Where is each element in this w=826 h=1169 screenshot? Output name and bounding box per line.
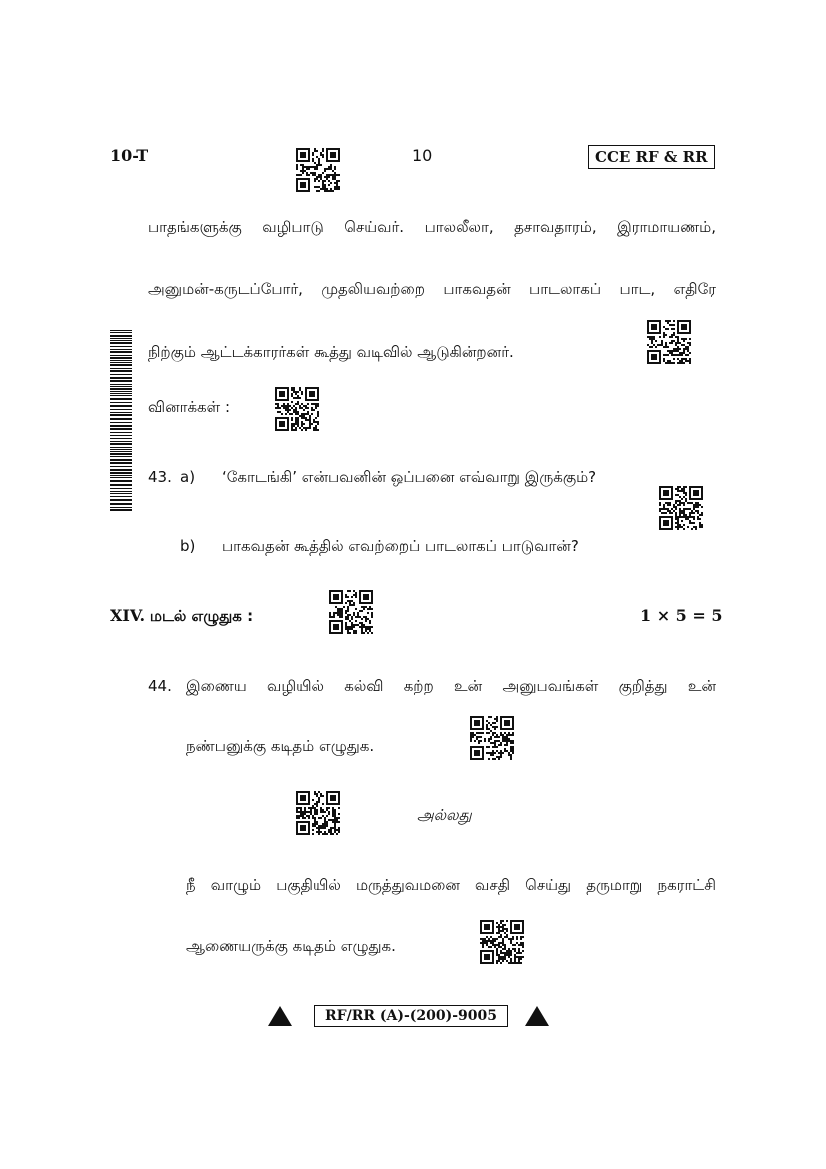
passage-line: பாதங்களுக்கு வழிபாடு செய்வர். பாலலீலா, தசாவதாரம், இராமாயணம்,: [148, 218, 716, 236]
qr-code-icon: [296, 791, 340, 835]
passage-line: நிற்கும் ஆட்டக்காரர்கள் கூத்து வடிவில் ஆடுகின்றனர்.: [148, 343, 514, 361]
question-text: ‘கோடங்கி’ என்பவனின் ஒப்பனை எவ்வாறு இருக்கும்?: [222, 468, 597, 486]
qr-code-icon: [470, 716, 514, 760]
qr-code-icon: [329, 590, 373, 634]
paper-code: 10-T: [110, 146, 149, 165]
section-heading: [110, 606, 253, 627]
questions-label: வினாக்கள் :: [148, 398, 230, 416]
page-number: 10: [412, 146, 433, 165]
question-part-label: b): [180, 537, 196, 555]
question-text: நண்பனுக்கு கடிதம் எழுதுக.: [186, 737, 375, 755]
passage-line: அனுமன்-கருடப்போர், முதலியவற்றை பாகவதன் பாடலாகப் பாட, எதிரே: [148, 280, 716, 298]
question-text: நீ வாழும் பகுதியில் மருத்துவமனை வசதி செய்து தருமாறு நகராட்சி: [186, 876, 716, 894]
question-text: ஆணையருக்கு கடிதம் எழுதுக.: [186, 937, 396, 955]
section-number: XIV.: [110, 606, 146, 625]
qr-code-icon: [296, 148, 340, 192]
question-part-label: a): [180, 468, 196, 486]
triangle-icon: [267, 1005, 293, 1027]
qr-code-icon: [647, 320, 691, 364]
qr-code-icon: [275, 387, 319, 431]
qr-code-icon: [480, 920, 524, 964]
footer-code-box: RF/RR (A)-(200)-9005: [314, 1005, 508, 1027]
section-marks: 1 × 5 = 5: [640, 606, 723, 625]
question-text: இணைய வழியில் கல்வி கற்ற உன் அனுபவங்கள் குறித்து உன்: [186, 677, 716, 695]
barcode-icon: [110, 330, 132, 512]
section-title: மடல் எழுதுக :: [149, 607, 254, 625]
qr-code-icon: [659, 486, 703, 530]
or-text: அல்லது: [417, 806, 472, 824]
question-number: 44.: [148, 677, 172, 695]
question-number: 43.: [148, 468, 172, 486]
question-text: பாகவதன் கூத்தில் எவற்றைப் பாடலாகப் பாடுவான்?: [222, 537, 579, 555]
triangle-icon: [524, 1005, 550, 1027]
exam-code-box: CCE RF & RR: [588, 145, 715, 169]
